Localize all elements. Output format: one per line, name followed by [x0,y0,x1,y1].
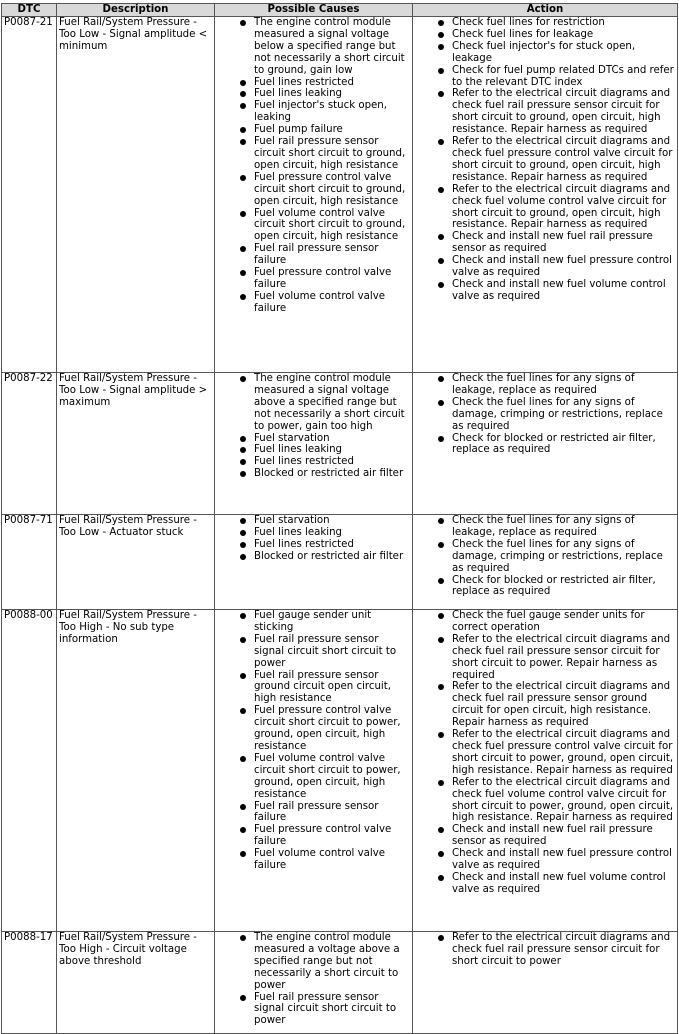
dtc-code: P0088-17 [2,932,57,1034]
cause-item: Fuel lines restricted [254,539,410,551]
dtc-description: Fuel Rail/System Pressure - Too Low - Actuator stuck [57,515,215,610]
causes-list [217,17,410,315]
dtc-code: P0088-00 [2,610,57,932]
cause-item: Fuel rail pressure sensor signal circuit short circuit to power [254,634,410,670]
cause-item: The engine control module measured a voltage above a specified range but not necessarily a short circuit to power [254,932,410,992]
causes-list [217,373,410,480]
action-item: Check fuel lines for leakage [452,29,675,41]
dtc-description: Fuel Rail/System Pressure - Too Low - Signal amplitude < minimum [57,17,215,373]
cause-item: Fuel lines leaking [254,527,410,539]
dtc-description: Fuel Rail/System Pressure - Too High - Circuit voltage above threshold [57,932,215,1034]
possible-causes-cell [215,17,413,373]
causes-list [217,932,410,1027]
action-cell [413,932,678,1034]
cause-item: Fuel starvation [254,433,410,445]
action-cell [413,515,678,610]
action-item: Check the fuel lines for any signs of damage, crimping or restrictions, replace as required [452,539,675,575]
dtc-description: Fuel Rail/System Pressure - Too Low - Signal amplitude > maximum [57,373,215,515]
cause-item: The engine control module measured a signal voltage above a specified range but not necessarily a short circuit to power, gain too high [254,373,410,433]
header-description: Description [57,4,215,17]
cause-item: Fuel pressure control valve failure [254,824,410,848]
table-row [2,17,678,373]
action-item: Refer to the electrical circuit diagrams and check fuel rail pressure sensor circuit for short circuit to power [452,932,675,968]
cause-item: Fuel starvation [254,515,410,527]
cause-item: Fuel lines restricted [254,77,410,89]
cause-item: Fuel gauge sender unit sticking [254,610,410,634]
possible-causes-cell [215,373,413,515]
action-item: Refer to the electrical circuit diagrams and check fuel volume control valve circuit for short circuit to power, ground, open circuit, high resistance. Repair harness as required [452,776,674,824]
action-item: Refer to the electrical circuit diagrams and check fuel pressure control valve circuit for short circuit to ground, open circuit, high resistance. Repair harness as required [452,136,675,184]
action-cell [413,610,678,932]
action-item: Check fuel lines for restriction [452,17,675,29]
dtc-code: P0087-22 [2,373,57,515]
action-item: Check for blocked or restricted air filter, replace as required [452,433,675,457]
action-item: Check and install new fuel volume control valve as required [452,279,675,303]
action-item: Check for fuel pump related DTCs and refer to the relevant DTC index [452,64,674,88]
cause-item: Fuel volume control valve failure [254,848,410,872]
header-dtc: DTC [2,4,57,17]
cause-item: Fuel volume control valve circuit short circuit to ground, open circuit, high resistance [254,208,410,244]
action-item: Check for blocked or restricted air filter, replace as required [452,575,675,599]
action-item: Refer to the electrical circuit diagrams and check fuel rail pressure sensor circuit for short circuit to ground, open circuit, high resistance. Repair harness as required [452,88,675,136]
dtc-description: Fuel Rail/System Pressure - Too High - No sub type information [57,610,215,932]
cause-item: Fuel volume control valve failure [254,291,410,315]
actions-list [415,932,675,968]
cause-item: Fuel pressure control valve circuit short circuit to power, ground, open circuit, high resistance [254,705,410,753]
header-row [2,4,678,17]
dtc-table [1,3,678,1034]
cause-item: Fuel rail pressure sensor failure [254,243,410,267]
action-item: Check and install new fuel rail pressure sensor as required [452,231,675,255]
action-item: Check fuel injector's for stuck open, leakage [452,41,675,65]
dtc-code: P0087-71 [2,515,57,610]
cause-item: Fuel volume control valve circuit short circuit to power, ground, open circuit, high resistance [254,753,410,801]
possible-causes-cell [215,515,413,610]
cause-item: Fuel lines leaking [254,444,410,456]
table-row [2,515,678,610]
cause-item: Fuel rail pressure sensor failure [254,801,410,825]
cause-item: Fuel lines restricted [254,456,410,468]
actions-list [415,17,675,303]
causes-list [217,610,410,872]
action-cell [413,17,678,373]
action-item: Check and install new fuel rail pressure sensor as required [452,824,675,848]
cause-item: Fuel rail pressure sensor signal circuit short circuit to power [254,992,410,1028]
cause-item: Fuel pump failure [254,124,410,136]
cause-item: The engine control module measured a signal voltage below a specified range but not necessarily a short circuit to ground, gain low [254,17,410,77]
table-row [2,373,678,515]
table-row [2,610,678,932]
possible-causes-cell [215,610,413,932]
header-possible-causes: Possible Causes [215,4,413,17]
action-item: Check the fuel lines for any signs of leakage, replace as required [452,515,675,539]
action-item: Refer to the electrical circuit diagrams and check fuel rail pressure sensor ground circuit for open circuit, high resistance. Repair harness as required [452,681,675,729]
action-item: Check and install new fuel pressure control valve as required [452,848,675,872]
header-action: Action [413,4,678,17]
actions-list [415,515,675,598]
action-cell [413,373,678,515]
actions-list [415,373,675,456]
table-body [2,17,678,1034]
action-item: Refer to the electrical circuit diagrams and check fuel volume control valve circuit for short circuit to ground, open circuit, high resistance. Repair harness as required [452,184,675,232]
actions-list [415,610,675,896]
dtc-code: P0087-21 [2,17,57,373]
cause-item: Blocked or restricted air filter [254,551,410,563]
cause-item: Fuel rail pressure sensor ground circuit open circuit, high resistance [254,670,410,706]
action-item: Refer to the electrical circuit diagrams and check fuel rail pressure sensor circuit for short circuit to power. Repair harness as required [452,634,675,682]
action-item: Check and install new fuel volume control valve as required [452,872,675,896]
possible-causes-cell [215,932,413,1034]
action-item: Check the fuel gauge sender units for correct operation [452,610,675,634]
cause-item: Fuel injector's stuck open, leaking [254,100,410,124]
cause-item: Fuel pressure control valve failure [254,267,410,291]
action-item: Check and install new fuel pressure control valve as required [452,255,675,279]
cause-item: Fuel lines leaking [254,88,410,100]
table-row [2,932,678,1034]
cause-item: Fuel pressure control valve circuit short circuit to ground, open circuit, high resistance [254,172,410,208]
action-item: Refer to the electrical circuit diagrams and check fuel pressure control valve circuit for short circuit to power, ground, open circuit, high resistance. Repair harness as required [452,729,674,776]
cause-item: Fuel rail pressure sensor circuit short circuit to ground, open circuit, high resistance [254,136,410,172]
action-item: Check the fuel lines for any signs of damage, crimping or restrictions, replace as required [452,397,675,433]
action-item: Check the fuel lines for any signs of leakage, replace as required [452,373,675,397]
cause-item: Blocked or restricted air filter [254,468,410,480]
causes-list [217,515,410,563]
